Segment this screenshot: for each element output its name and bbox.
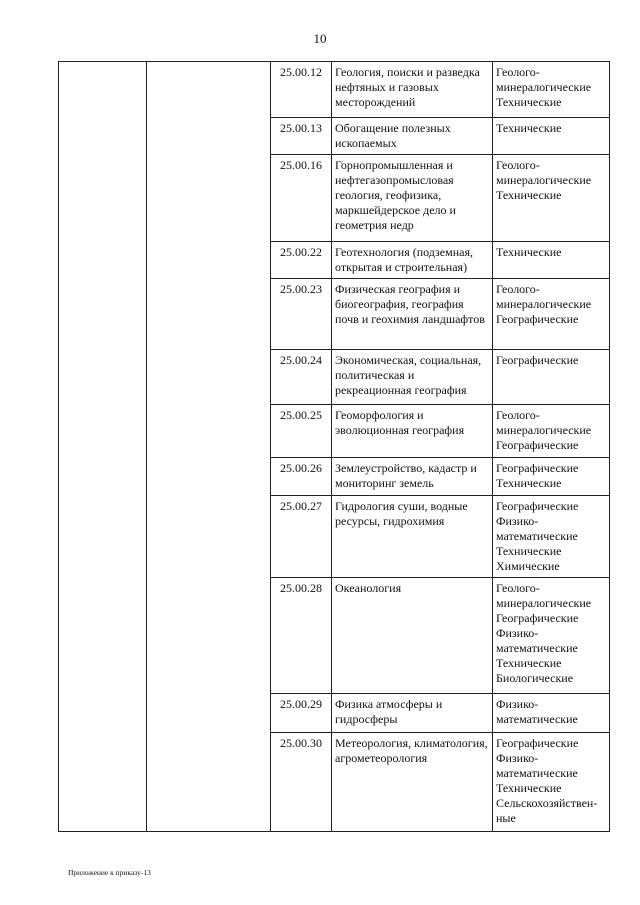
science-branch: математические	[496, 766, 578, 780]
specialty-code: 25.00.13	[271, 118, 332, 155]
science-branch: Географические	[496, 499, 579, 513]
science-branches	[493, 155, 610, 242]
specialty-name: Обогащение полезных ископаемых	[332, 118, 493, 155]
science-branch: Технические	[496, 188, 562, 202]
science-branch: Технические	[496, 95, 562, 109]
science-branch: Физико-	[496, 626, 539, 640]
specialty-code: 25.00.16	[271, 155, 332, 242]
science-branches	[493, 350, 610, 405]
specialty-code: 25.00.28	[271, 578, 332, 694]
science-branches	[493, 62, 610, 118]
science-branch: Геолого-	[496, 581, 540, 595]
science-branch: Технические	[496, 476, 562, 490]
science-branches	[493, 578, 610, 694]
science-branch: Технические	[496, 656, 562, 670]
science-branch: Технические	[496, 781, 562, 795]
science-branches	[493, 242, 610, 279]
science-branch: минералогические	[496, 173, 592, 187]
specialty-name: Геоморфология и эволюционная география	[332, 405, 493, 458]
science-branch: Геолого-	[496, 408, 540, 422]
page-number: 10	[313, 31, 327, 46]
specialty-name: Гидрология суши, водные ресурсы, гидрохимия	[332, 496, 493, 578]
science-branch: минералогические	[496, 297, 592, 311]
science-branch: Физико-	[496, 697, 539, 711]
table-row	[59, 62, 610, 118]
science-branch: математические	[496, 529, 578, 543]
specialty-name: Океанология	[332, 578, 493, 694]
science-branch: минералогические	[496, 80, 592, 94]
science-branch: Географические	[496, 611, 579, 625]
specialties-table	[58, 61, 610, 832]
science-branch: минералогические	[496, 596, 592, 610]
specialty-name: Метеорология, климатология, агрометеорология	[332, 733, 493, 832]
science-branch: Технические	[496, 245, 562, 259]
science-branch: Технические	[496, 121, 562, 135]
footer-note: Приложение к приказу-13	[68, 868, 151, 877]
science-branches	[493, 733, 610, 832]
science-branch: Физико-	[496, 751, 539, 765]
science-branch: Географические	[496, 736, 579, 750]
specialty-name: Физика атмосферы и гидросферы	[332, 694, 493, 733]
science-branches	[493, 118, 610, 155]
science-branch: минералогические	[496, 423, 592, 437]
science-branches	[493, 694, 610, 733]
specialty-code: 25.00.12	[271, 62, 332, 118]
specialty-name: Геология, поиски и разведка нефтяных и газовых месторождений	[332, 62, 493, 118]
science-branch: Геолого-	[496, 65, 540, 79]
science-branch: Геолого-	[496, 158, 540, 172]
specialty-code: 25.00.30	[271, 733, 332, 832]
specialty-name: Землеустройство, кадастр и мониторинг земель	[332, 458, 493, 496]
specialty-code: 25.00.26	[271, 458, 332, 496]
specialty-name: Физическая география и биогеография, география почв и геохимия ландшафтов	[332, 279, 493, 350]
science-branch: математические	[496, 641, 578, 655]
science-branches	[493, 496, 610, 578]
specialty-name: Экономическая, социальная, политическая и рекреационная география	[332, 350, 493, 405]
specialty-code: 25.00.25	[271, 405, 332, 458]
blank-column-1	[59, 62, 147, 832]
specialty-code: 25.00.22	[271, 242, 332, 279]
science-branches	[493, 279, 610, 350]
science-branch: Химические	[496, 559, 560, 573]
specialty-code: 25.00.27	[271, 496, 332, 578]
science-branch: Географические	[496, 353, 579, 367]
specialty-code: 25.00.23	[271, 279, 332, 350]
specialty-name: Горнопромышленная и нефтегазопромысловая геология, геофизика, маркшейдерское дело и геометрия недр	[332, 155, 493, 242]
science-branch: Сельскохозяйствен-	[496, 796, 598, 810]
blank-column-2	[147, 62, 271, 832]
science-branch: Биологические	[496, 671, 574, 685]
science-branch: Географические	[496, 438, 579, 452]
specialty-code: 25.00.29	[271, 694, 332, 733]
science-branch: математические	[496, 712, 578, 726]
table-body	[59, 62, 610, 832]
science-branches	[493, 458, 610, 496]
science-branches	[493, 405, 610, 458]
science-branch: ные	[496, 811, 516, 825]
science-branch: Географические	[496, 312, 579, 326]
science-branch: Географические	[496, 461, 579, 475]
science-branch: Технические	[496, 544, 562, 558]
specialty-name: Геотехнология (подземная, открытая и строительная)	[332, 242, 493, 279]
science-branch: Геолого-	[496, 282, 540, 296]
specialty-code: 25.00.24	[271, 350, 332, 405]
science-branch: Физико-	[496, 514, 539, 528]
